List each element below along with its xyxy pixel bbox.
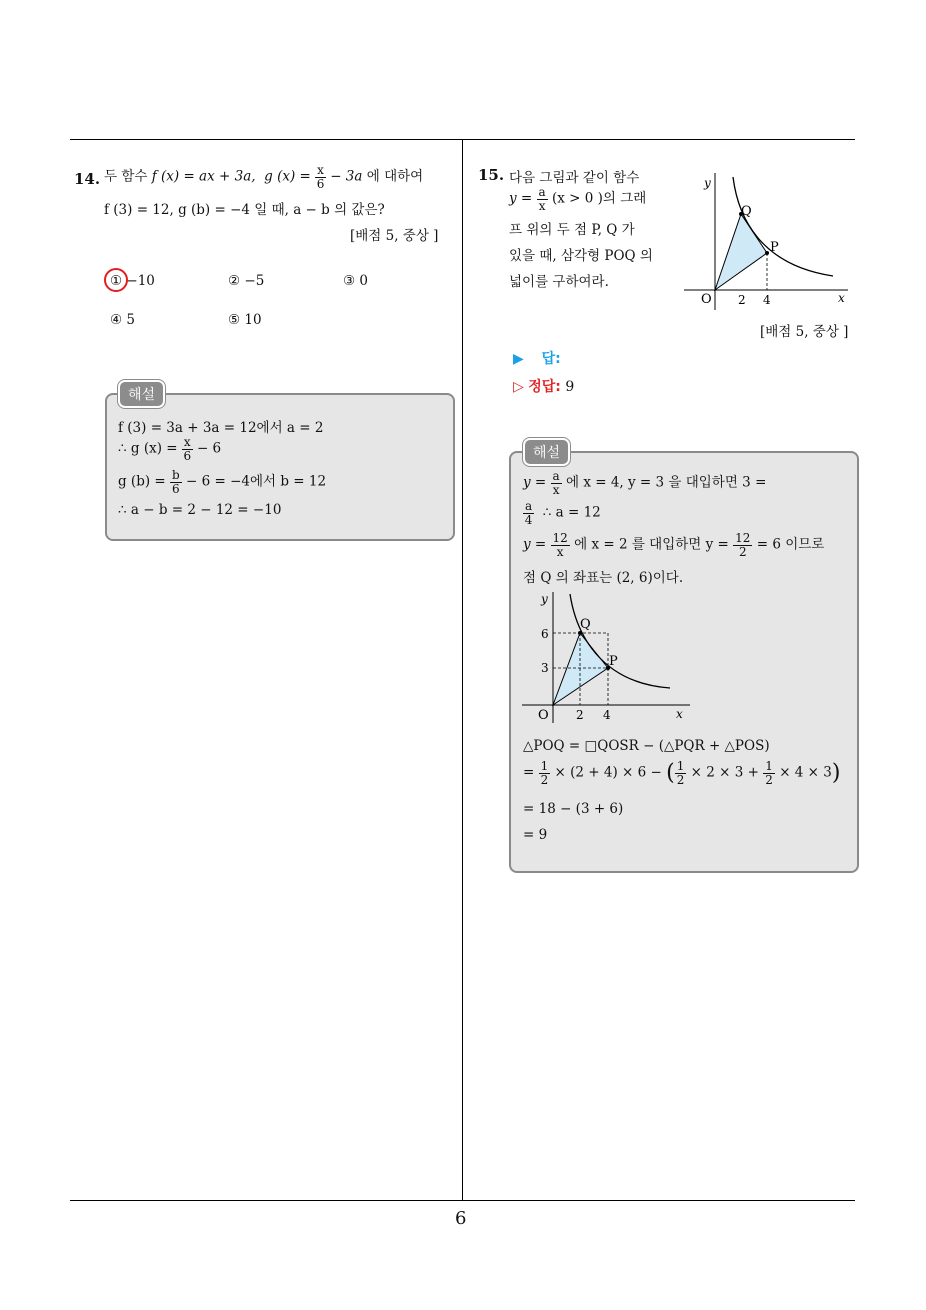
page-number: 6: [455, 1208, 467, 1229]
solution-line-1: y = $\frac{a}{x}$ 에 x = 4, y = 3 을 대입하면 3 =: [523, 469, 767, 497]
choice-4[interactable]: [110, 312, 135, 328]
question-stem-line-1: [104, 164, 423, 190]
tick-x-4: 4: [603, 708, 611, 722]
fraction: $\frac{12}{x}$: [552, 531, 568, 559]
choice-1[interactable]: [110, 273, 155, 289]
solution-label: 해설: [523, 438, 570, 466]
question-stem-line-3: 프 위의 두 점 P, Q 가: [509, 222, 635, 238]
solution-line-2: $\frac{a}{4}$ ∴ a = 12: [524, 499, 601, 527]
stem-fx: f (x) = ax + 3a,: [151, 168, 256, 185]
choice-mark: ①: [110, 273, 123, 289]
solution-line-3: y = $\frac{12}{x}$ 에 x = 2 를 대입하면 y = $\frac{12}{2}$ = 6 이므로: [523, 531, 825, 559]
fraction: $\frac{1}{2}$: [765, 759, 773, 787]
tick-label-4: 4: [763, 293, 771, 307]
choice-3[interactable]: [343, 273, 368, 289]
y-axis-label: y: [704, 176, 711, 190]
correct-answer-label: 정답:: [528, 379, 561, 395]
origin-label: O: [701, 292, 712, 307]
tick-y-3: 3: [541, 661, 549, 675]
triangle-POQ: [715, 214, 767, 290]
solution-figure: [518, 588, 696, 728]
question-figure: [680, 165, 856, 310]
choice-2[interactable]: [228, 273, 264, 289]
solution-label: 해설: [118, 380, 165, 408]
question-stem-line-4: 있을 때, 삼각형 POQ 의: [509, 248, 653, 264]
question-stem-line-1: 다음 그림과 같이 함수: [509, 170, 640, 186]
outline-play-icon: ▷: [513, 379, 524, 395]
stem-gx-post: − 3a: [330, 168, 363, 185]
fraction: $\frac{x}{6}$: [183, 435, 192, 463]
choice-value: 5: [126, 312, 135, 328]
choice-5[interactable]: [228, 312, 262, 328]
fraction: $\frac{a}{x}$: [552, 469, 560, 497]
solution-line-4: ∴ a − b = 2 − 12 = −10: [118, 502, 282, 518]
correct-answer-value: 9: [565, 379, 575, 395]
stem-text: 에 대하여: [366, 168, 424, 185]
fraction: $\frac{a}{x}$: [538, 185, 546, 213]
question-number: 14.: [74, 170, 101, 188]
fraction: $\frac{1}{2}$: [540, 759, 549, 787]
column-divider: [462, 139, 463, 1200]
x-axis-label: x: [676, 707, 683, 721]
tick-label-2: 2: [738, 293, 746, 307]
fraction: $\frac{1}{2}$: [676, 759, 685, 787]
solution-line-8: = 9: [523, 827, 548, 843]
solution-line-1: f (3) = 3a + 3a = 12에서 a = 2: [118, 420, 324, 436]
answer-label: 답:: [541, 351, 561, 367]
play-icon: ▶: [513, 351, 524, 367]
choice-value: −5: [244, 273, 265, 289]
solution-line-4: 점 Q 의 좌표는 (2, 6)이다.: [523, 570, 684, 586]
score-difficulty: [배점 5, 중상 ]: [350, 228, 439, 244]
label-Q: Q: [580, 617, 591, 632]
question-number: 15.: [478, 166, 505, 184]
solution-line-6: = $\frac{1}{2}$ × (2 + 4) × 6 − ( $\frac{1}{2}$ × 2 × 3 + $\frac{1}{2}$ × 4 × 3): [523, 759, 841, 787]
tick-y-6: 6: [541, 627, 549, 641]
origin-label: O: [538, 708, 549, 723]
fraction: $\frac{x}{6}$: [316, 163, 325, 191]
fraction: $\frac{a}{4}$: [524, 499, 533, 527]
stem-gx-pre: g (x) =: [264, 168, 311, 185]
fraction: $\frac{b}{6}$: [172, 468, 180, 496]
label-Q: Q: [741, 204, 752, 219]
stem-text: 두 함수: [104, 168, 148, 185]
choice-value: −10: [126, 273, 155, 289]
x-axis-label: x: [838, 291, 845, 305]
solution-line-7: = 18 − (3 + 6): [523, 801, 624, 817]
solution-line-5: △POQ = □QOSR − (△PQR + △POS): [523, 738, 770, 754]
choice-mark: ②: [228, 273, 241, 289]
fraction: $\frac{12}{2}$: [735, 531, 751, 559]
tick-x-2: 2: [576, 708, 584, 722]
label-P: P: [770, 240, 779, 255]
choice-value: 0: [359, 273, 368, 289]
point-P: [765, 251, 769, 255]
solution-line-2: ∴ g (x) = $\frac{x}{6}$ − 6: [118, 435, 222, 463]
question-stem-line-2: y = $\frac{a}{x}$ (x > 0 )의 그래: [509, 185, 647, 213]
choice-mark: ③: [343, 273, 356, 289]
bottom-rule: [70, 1200, 855, 1201]
question-stem-line-5: 넓이를 구하여라.: [509, 274, 609, 290]
choice-mark: ⑤: [228, 312, 241, 328]
triangle-POQ: [553, 633, 608, 705]
label-P: P: [609, 654, 618, 669]
score-difficulty: [배점 5, 중상 ]: [760, 324, 849, 340]
solution-line-3: g (b) = $\frac{b}{6}$ − 6 = −4에서 b = 12: [118, 468, 327, 496]
answer-row: [513, 348, 561, 368]
choice-mark: ④: [110, 312, 123, 328]
choice-value: 10: [244, 312, 262, 328]
correct-answer-row: [513, 376, 574, 396]
question-stem-line-2: f (3) = 12, g (b) = −4 일 때, a − b 의 값은?: [104, 202, 385, 218]
y-axis-label: y: [541, 592, 548, 606]
